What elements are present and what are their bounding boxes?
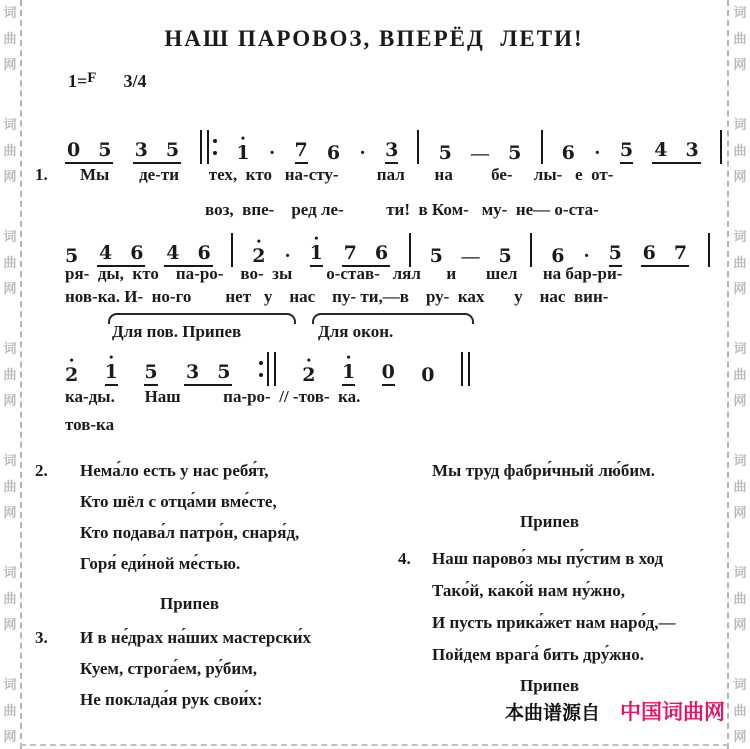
note-digit: 2: [302, 364, 316, 386]
note-digit: 7: [294, 139, 308, 161]
watermark-group: [733, 566, 746, 631]
augmentation-dot: ·: [359, 142, 366, 164]
lyrics-verse-number: 1.: [35, 165, 48, 184]
source-label: 本曲谱源自: [505, 702, 601, 724]
note-digit: 6: [326, 142, 341, 164]
barline: [708, 233, 710, 267]
watermark-group: [733, 454, 746, 519]
music-note: [130, 233, 143, 264]
note-digit: 5: [429, 245, 443, 267]
watermark-char: 网: [733, 393, 747, 408]
music-line-2: [65, 223, 710, 267]
dashed-border-left: [20, 0, 22, 749]
barline: [720, 130, 722, 164]
key-prefix: 1=: [68, 71, 88, 91]
watermark-char: 网: [3, 729, 17, 744]
watermark-char: 词: [3, 565, 17, 580]
carry-line: Мы труд фабри́чный лю́бим.: [432, 461, 656, 480]
music-note: [105, 352, 118, 386]
octave-dot: •: [69, 353, 74, 367]
repeat-bracket-label: Для пов. Припев: [112, 322, 242, 341]
barline: [231, 233, 233, 267]
watermark-right: [732, 6, 748, 743]
watermark-char: 曲: [733, 479, 747, 494]
watermark-char: 曲: [3, 479, 17, 494]
augmentation-dot: ·: [594, 142, 601, 164]
music-note: [382, 352, 395, 386]
beamed-note-group: [164, 233, 212, 267]
music-note: [508, 133, 521, 164]
octave-dot: •: [314, 231, 319, 245]
music-note: [421, 355, 434, 386]
music-note: [144, 352, 157, 386]
watermark-char: 网: [733, 729, 747, 744]
note-digit: 2: [65, 364, 79, 386]
note-digit: 6: [130, 242, 144, 264]
music-note: [99, 233, 112, 264]
watermark-group: [3, 118, 16, 183]
music-note: [302, 355, 315, 386]
verse-4-line-2: Тако́й, како́й нам ну́жно,: [432, 581, 626, 600]
watermark-char: 网: [733, 57, 747, 72]
beamed-note-group: [133, 130, 181, 164]
verse-3-line-3: Не поклада́я рук свои́х:: [80, 690, 263, 709]
watermark-group: [733, 678, 746, 743]
beamed-note-group: [65, 130, 113, 164]
octave-dot: •: [109, 350, 114, 364]
note-digit: 5: [508, 142, 522, 164]
music-note: [327, 133, 340, 164]
music-note: [342, 352, 355, 386]
repeat-dots: [213, 139, 217, 155]
watermark-char: 词: [733, 5, 747, 20]
music-note: [310, 233, 323, 267]
watermark-char: 词: [733, 341, 747, 356]
note-digit: 6: [642, 242, 656, 264]
music-note: [236, 133, 249, 164]
watermark-char: 词: [733, 565, 747, 580]
note-digit: 2: [252, 245, 266, 267]
repeat-begin-sign: [200, 130, 217, 164]
lyrics-row-4: нов-ка. И- но-го нет у нас пу- ти,—в ру- ках у нас вин-: [65, 287, 609, 306]
watermark-group: [3, 454, 16, 519]
watermark-char: 网: [3, 505, 17, 520]
watermark-group: [733, 342, 746, 407]
beamed-note-group: [342, 233, 390, 267]
watermark-char: 词: [3, 341, 17, 356]
barline: [417, 130, 419, 164]
beamed-note-group: [184, 352, 232, 386]
watermark-char: 曲: [733, 703, 747, 718]
verse-2-line-4: Горя́ еди́ной ме́стью.: [80, 554, 241, 573]
note-digit: 4: [166, 242, 180, 264]
note-digit: 5: [619, 139, 634, 161]
music-note: [98, 130, 111, 161]
watermark-char: 曲: [3, 367, 17, 382]
watermark-char: 曲: [733, 31, 747, 46]
site-name-watermark: 中国词曲网: [620, 700, 726, 724]
watermark-group: [3, 6, 16, 71]
augmentation-dot: ·: [268, 142, 276, 164]
chorus-label-right-1: Припев: [520, 512, 579, 531]
music-note: [674, 233, 687, 264]
watermark-group: [733, 230, 746, 295]
note-digit: 6: [197, 242, 211, 264]
note-digit: 6: [561, 142, 575, 164]
music-note: [186, 352, 199, 383]
watermark-left: [2, 6, 18, 743]
note-digit: 1: [309, 242, 323, 264]
watermark-char: 词: [3, 117, 17, 132]
repeat-dots: [259, 361, 263, 377]
lyrics-row-3: ря- ды, кто па-ро- во- зы о-став- лял и шел на бар-ри-: [65, 264, 623, 283]
barline: [530, 233, 532, 267]
note-digit: 6: [374, 242, 389, 264]
verse-4-line-4: Пойдем врага́ бить дру́жно.: [432, 645, 644, 664]
ending-bracket-label: Для окон.: [318, 322, 394, 341]
music-note: [654, 130, 667, 161]
double-bar: [267, 352, 276, 386]
lyrics-row-6: тов-ка: [65, 415, 115, 434]
note-digit: 5: [165, 139, 180, 161]
music-note: [344, 233, 357, 264]
music-note: [135, 130, 148, 161]
beamed-note-group: [641, 233, 689, 267]
watermark-char: 曲: [733, 367, 747, 382]
verse-4-number: 4.: [398, 549, 411, 568]
verse-4-line-1: Наш парово́з мы пу́стим в ход: [432, 549, 664, 568]
augmentation-dot: ·: [284, 245, 291, 267]
note-digit: 5: [98, 139, 112, 161]
time-signature: 3/4: [123, 71, 147, 91]
beamed-note-group: [97, 233, 145, 267]
octave-dot: •: [346, 350, 351, 364]
watermark-char: 曲: [3, 143, 17, 158]
dashed-border-bottom: [20, 744, 729, 746]
watermark-group: [3, 230, 16, 295]
watermark-char: 词: [3, 5, 17, 20]
music-note: [643, 233, 656, 264]
watermark-char: 网: [733, 505, 747, 520]
music-note: [620, 130, 633, 164]
dashed-border-right: [727, 0, 729, 749]
double-bar: [200, 130, 209, 164]
verse-2-line-2: Кто шёл с отца́ми вме́сте,: [80, 492, 277, 511]
watermark-char: 曲: [3, 703, 17, 718]
watermark-char: 词: [3, 229, 17, 244]
music-note: [375, 233, 388, 264]
note-digit: 0: [381, 361, 395, 383]
note-digit: 3: [134, 139, 148, 161]
watermark-char: 曲: [733, 591, 747, 606]
music-note: [217, 352, 230, 383]
music-note: [166, 130, 179, 161]
note-digit: 0: [67, 139, 81, 161]
watermark-char: 网: [733, 617, 747, 632]
verse-4-line-3: И пусть прика́жет нам наро́д,—: [432, 613, 676, 632]
note-digit: 5: [217, 361, 231, 383]
watermark-char: 词: [733, 117, 747, 132]
verse-2-line-1: Нема́ло есть у нас ребя́т,: [80, 461, 269, 480]
note-digit: 3: [385, 139, 399, 161]
beamed-note-group: [652, 130, 700, 164]
watermark-char: 词: [3, 677, 17, 692]
watermark-group: [733, 6, 746, 71]
octave-dot: •: [256, 234, 261, 248]
repeat-end-sign: [259, 352, 276, 386]
note-digit: 6: [551, 245, 565, 267]
note-digit: 1: [104, 361, 118, 383]
final-barline: [461, 352, 470, 386]
music-note: [197, 233, 210, 264]
note-digit: 5: [608, 242, 622, 264]
watermark-group: [3, 678, 16, 743]
key-signature: [68, 70, 146, 92]
verse-2-line-3: Кто подава́л патро́н, снаря́д,: [80, 523, 300, 542]
note-digit: 3: [685, 139, 699, 161]
watermark-char: 词: [733, 453, 747, 468]
music-note: [562, 133, 575, 164]
music-line-3: [65, 342, 470, 386]
note-digit: 4: [99, 242, 113, 264]
verse-3-line-2: Куем, строга́ем, ру́бим,: [80, 659, 258, 678]
lyrics-row-2: воз, впе- ред ле- ти! в Ком- му- не— о-ста-: [205, 200, 599, 219]
watermark-char: 网: [733, 169, 747, 184]
verse-3-line-1: И в не́драх на́ших мастерски́х: [80, 628, 312, 647]
lyrics-row-5: ка-ды. Наш па-ро- // -тов- ка.: [65, 387, 361, 406]
note-digit: 1: [236, 142, 250, 164]
lyrics-row-1: Мы де-ти тех, кто на-сту- пал на бе- лы- е от-: [80, 165, 614, 184]
note-digit: 7: [673, 242, 688, 264]
watermark-char: 网: [3, 281, 17, 296]
watermark-char: 网: [3, 393, 17, 408]
music-note: [439, 133, 452, 164]
note-digit: 1: [341, 361, 356, 383]
music-note: [65, 355, 78, 386]
augmentation-dot: ·: [583, 245, 590, 267]
watermark-char: 网: [3, 169, 17, 184]
double-bar: [461, 352, 470, 386]
watermark-char: 曲: [733, 143, 747, 158]
music-note: [67, 130, 80, 161]
barline: [541, 130, 543, 164]
note-digit: 7: [343, 242, 357, 264]
note-digit: 5: [144, 361, 158, 383]
chorus-label-left: Припев: [160, 594, 219, 613]
music-line-1: [65, 120, 722, 164]
watermark-group: [3, 566, 16, 631]
key-note: F: [87, 70, 98, 86]
watermark-char: 网: [733, 281, 747, 296]
watermark-char: 词: [733, 229, 747, 244]
watermark-group: [3, 342, 16, 407]
octave-dot: •: [306, 353, 311, 367]
barline: [409, 233, 411, 267]
watermark-char: 曲: [3, 255, 17, 270]
verse-3-number: 3.: [35, 628, 48, 647]
note-digit: 0: [421, 364, 435, 386]
note-digit: 4: [654, 139, 668, 161]
note-digit: 5: [438, 142, 452, 164]
music-note: [385, 130, 398, 164]
watermark-group: [733, 118, 746, 183]
chorus-label-right-2: Припев: [520, 676, 579, 695]
music-note: [166, 233, 179, 264]
verse-2-number: 2.: [35, 461, 48, 480]
page-title: НАШ ПАРОВОЗ, ВПЕРЁД ЛЕТИ!: [164, 26, 584, 51]
watermark-char: 曲: [3, 31, 17, 46]
note-digit: 3: [185, 361, 200, 383]
held-note-dash: —: [461, 246, 480, 266]
note-digit: 5: [65, 245, 79, 267]
watermark-char: 曲: [3, 591, 17, 606]
watermark-char: 曲: [733, 255, 747, 270]
watermark-char: 网: [3, 57, 17, 72]
music-note: [685, 130, 698, 161]
octave-dot: •: [240, 131, 246, 145]
held-note-dash: —: [471, 143, 489, 163]
note-digit: 5: [498, 245, 512, 267]
source-attribution: [505, 696, 725, 726]
music-note: [295, 130, 308, 164]
watermark-char: 词: [3, 453, 17, 468]
watermark-char: 词: [733, 677, 747, 692]
watermark-char: 网: [3, 617, 17, 632]
music-note: [609, 233, 622, 267]
